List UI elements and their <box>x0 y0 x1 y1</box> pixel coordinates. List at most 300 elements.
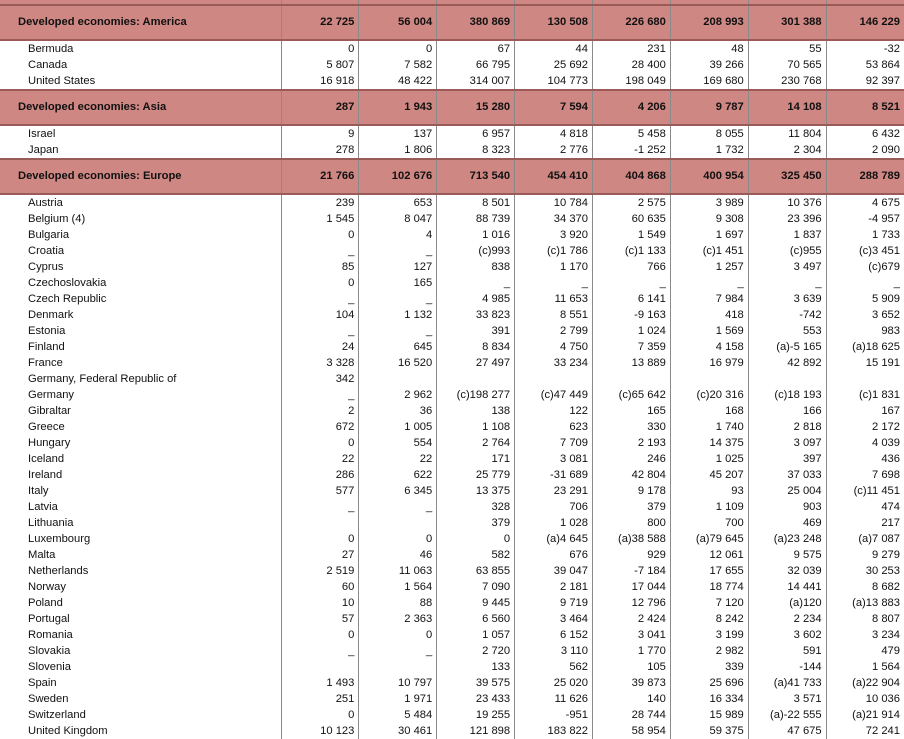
group-total-cell: 404 868 <box>593 159 671 194</box>
value-cell: 3 464 <box>515 611 593 627</box>
value-cell: 16 979 <box>670 355 748 371</box>
value-cell: 397 <box>748 451 826 467</box>
value-cell: _ <box>281 643 359 659</box>
country-name: Malta <box>0 547 281 563</box>
country-name: Czechoslovakia <box>0 275 281 291</box>
country-name: Denmark <box>0 307 281 323</box>
value-cell: 5 458 <box>593 125 671 142</box>
value-cell: 286 <box>281 467 359 483</box>
value-cell: 983 <box>881 325 900 337</box>
value-cell: (a)79 645 <box>670 531 748 547</box>
table-row <box>0 40 904 57</box>
value-cell: 653 <box>359 194 437 211</box>
value-cell: 10 <box>281 595 359 611</box>
value-cell: 33 234 <box>515 355 593 371</box>
country-name: Germany, Federal Republic of <box>0 371 281 387</box>
value-cell: _ <box>748 275 826 291</box>
value-cell: 9 279 <box>872 549 900 561</box>
value-cell <box>748 371 826 387</box>
table-row <box>0 467 904 483</box>
value-cell: 8 055 <box>670 125 748 142</box>
value-cell: 9 178 <box>593 483 671 499</box>
value-cell: 577 <box>281 483 359 499</box>
value-cell: -9 163 <box>593 307 671 323</box>
value-cell: 6 345 <box>359 483 437 499</box>
group-title: Developed economies: Asia <box>0 90 281 125</box>
country-name: France <box>0 355 281 371</box>
value-cell: (a)22 904 <box>852 677 900 689</box>
value-cell: -144 <box>748 659 826 675</box>
value-cell: 53 864 <box>865 59 900 71</box>
value-cell: 18 774 <box>670 579 748 595</box>
value-cell: 12 796 <box>593 595 671 611</box>
country-name: Israel <box>0 125 281 142</box>
value-cell: 72 241 <box>865 725 900 737</box>
value-cell: 342 <box>281 371 359 387</box>
value-cell: 217 <box>881 517 900 529</box>
value-cell: -4 957 <box>868 213 900 225</box>
value-cell: 0 <box>281 531 359 547</box>
value-cell: _ <box>359 499 437 515</box>
value-cell: 7 120 <box>670 595 748 611</box>
value-cell: 13 889 <box>593 355 671 371</box>
value-cell: (a)41 733 <box>748 675 826 691</box>
table-row <box>0 483 904 499</box>
value-cell: 3 989 <box>670 194 748 211</box>
country-name: United Kingdom <box>0 723 281 739</box>
value-cell: 16 918 <box>281 73 359 90</box>
value-cell: 14 375 <box>670 435 748 451</box>
value-cell: 47 675 <box>748 723 826 739</box>
country-name: Japan <box>0 142 281 159</box>
table-row <box>0 515 904 531</box>
country-name: Ireland <box>0 467 281 483</box>
value-cell: 1 024 <box>593 323 671 339</box>
value-cell: (a)21 914 <box>852 709 900 721</box>
value-cell: 48 422 <box>359 73 437 90</box>
value-cell: (c)47 449 <box>515 387 593 403</box>
value-cell: -1 252 <box>593 142 671 159</box>
value-cell: 2 181 <box>515 579 593 595</box>
group-total-cell: 380 869 <box>437 5 515 40</box>
value-cell: 3 571 <box>748 691 826 707</box>
value-cell: 800 <box>593 515 671 531</box>
value-cell: 1 005 <box>359 419 437 435</box>
country-name: Switzerland <box>0 707 281 723</box>
value-cell: 1 109 <box>670 499 748 515</box>
value-cell: 2 424 <box>593 611 671 627</box>
value-cell: 0 <box>281 40 359 57</box>
value-cell: 25 004 <box>748 483 826 499</box>
country-name: Portugal <box>0 611 281 627</box>
table-row <box>0 611 904 627</box>
value-cell: 2 193 <box>593 435 671 451</box>
value-cell: 140 <box>593 691 671 707</box>
table-row <box>0 125 904 142</box>
table-row <box>0 227 904 243</box>
country-name: Estonia <box>0 323 281 339</box>
table-row <box>0 291 904 307</box>
value-cell: -951 <box>515 707 593 723</box>
value-cell: 7 582 <box>359 57 437 73</box>
value-cell: 6 432 <box>872 128 900 140</box>
value-cell: (c)679 <box>868 261 900 273</box>
value-cell: 1 257 <box>670 259 748 275</box>
value-cell: 7 359 <box>593 339 671 355</box>
value-cell <box>826 371 904 387</box>
country-name: Bulgaria <box>0 227 281 243</box>
value-cell: 27 <box>281 547 359 563</box>
value-cell <box>359 515 437 531</box>
value-cell: 3 097 <box>748 435 826 451</box>
value-cell: 9 308 <box>670 211 748 227</box>
country-name: Slovakia <box>0 643 281 659</box>
value-cell: 1 806 <box>359 142 437 159</box>
value-cell: 591 <box>748 643 826 659</box>
value-cell: 562 <box>515 659 593 675</box>
value-cell <box>281 515 359 531</box>
value-cell: 8 242 <box>670 611 748 627</box>
value-cell: 2 764 <box>437 435 515 451</box>
group-total-cell: 56 004 <box>359 5 437 40</box>
value-cell: 127 <box>359 259 437 275</box>
value-cell: 2 <box>281 403 359 419</box>
value-cell: 48 <box>670 40 748 57</box>
table-row <box>0 659 904 675</box>
group-total-cell: 287 <box>281 90 359 125</box>
value-cell: 251 <box>281 691 359 707</box>
country-name: Sweden <box>0 691 281 707</box>
value-cell: _ <box>281 323 359 339</box>
value-cell: 1 732 <box>670 142 748 159</box>
value-cell: 17 655 <box>670 563 748 579</box>
group-total-cell: 14 108 <box>748 90 826 125</box>
value-cell: 0 <box>281 275 359 291</box>
value-cell: 246 <box>593 451 671 467</box>
table-row <box>0 275 904 291</box>
value-cell: 137 <box>359 125 437 142</box>
value-cell: 0 <box>281 435 359 451</box>
value-cell: 1 545 <box>281 211 359 227</box>
value-cell: 19 255 <box>437 707 515 723</box>
value-cell: 391 <box>437 323 515 339</box>
value-cell: 1 697 <box>670 227 748 243</box>
value-cell: 93 <box>670 483 748 499</box>
value-cell: 0 <box>359 531 437 547</box>
value-cell <box>359 371 437 387</box>
value-cell: 169 680 <box>670 73 748 90</box>
group-total-cell: 8 521 <box>826 90 904 125</box>
country-name: Netherlands <box>0 563 281 579</box>
group-header-row <box>0 90 904 125</box>
value-cell: 1 971 <box>359 691 437 707</box>
value-cell: 10 036 <box>865 693 900 705</box>
value-cell: 27 497 <box>437 355 515 371</box>
country-name: Italy <box>0 483 281 499</box>
group-total-cell: 301 388 <box>748 5 826 40</box>
value-cell: 328 <box>437 499 515 515</box>
value-cell: 25 779 <box>437 467 515 483</box>
group-total-cell: 9 787 <box>670 90 748 125</box>
value-cell: 1 170 <box>515 259 593 275</box>
value-cell: (c)11 451 <box>853 485 900 497</box>
table-row <box>0 675 904 691</box>
value-cell: 553 <box>748 323 826 339</box>
value-cell: 1 025 <box>670 451 748 467</box>
value-cell: 3 110 <box>515 643 593 659</box>
value-cell: 6 141 <box>593 291 671 307</box>
value-cell: 85 <box>281 259 359 275</box>
country-name: Poland <box>0 595 281 611</box>
value-cell: _ <box>670 275 748 291</box>
value-cell: 15 191 <box>865 357 900 369</box>
value-cell: _ <box>281 243 359 259</box>
table-row <box>0 547 904 563</box>
value-cell: _ <box>281 499 359 515</box>
country-name: Spain <box>0 675 281 691</box>
value-cell: 3 639 <box>748 291 826 307</box>
value-cell: 133 <box>437 659 515 675</box>
country-name: Bermuda <box>0 40 281 57</box>
value-cell: 9 575 <box>748 547 826 563</box>
value-cell: 30 253 <box>865 565 900 577</box>
value-cell: 28 744 <box>593 707 671 723</box>
group-total-cell: 288 789 <box>826 159 904 194</box>
value-cell: 67 <box>437 40 515 57</box>
value-cell: 2 720 <box>437 643 515 659</box>
value-cell: 7 709 <box>515 435 593 451</box>
value-cell: 5 484 <box>359 707 437 723</box>
table-row <box>0 627 904 643</box>
value-cell: 92 397 <box>865 75 900 87</box>
value-cell: 15 989 <box>670 707 748 723</box>
value-cell: (c)1 133 <box>593 243 671 259</box>
value-cell: 138 <box>437 403 515 419</box>
value-cell: 1 564 <box>872 661 900 673</box>
value-cell: 1 108 <box>437 419 515 435</box>
value-cell: 25 692 <box>515 57 593 73</box>
value-cell: 5 807 <box>281 57 359 73</box>
country-name: Croatia <box>0 243 281 259</box>
value-cell: 2 799 <box>515 323 593 339</box>
value-cell: 0 <box>359 40 437 57</box>
country-name: Hungary <box>0 435 281 451</box>
value-cell: 121 898 <box>437 723 515 739</box>
value-cell: 676 <box>515 547 593 563</box>
value-cell: 45 207 <box>670 467 748 483</box>
value-cell: 39 266 <box>670 57 748 73</box>
value-cell: 10 123 <box>281 723 359 739</box>
value-cell: -7 184 <box>593 563 671 579</box>
value-cell: 339 <box>670 659 748 675</box>
country-name: Iceland <box>0 451 281 467</box>
table-row <box>0 211 904 227</box>
value-cell: 3 234 <box>872 629 900 641</box>
value-cell: 88 739 <box>437 211 515 227</box>
value-cell: 46 <box>359 547 437 563</box>
value-cell: 2 363 <box>359 611 437 627</box>
value-cell: 3 041 <box>593 627 671 643</box>
value-cell: 3 081 <box>515 451 593 467</box>
value-cell: 0 <box>437 531 515 547</box>
value-cell <box>515 371 593 387</box>
value-cell: 418 <box>670 307 748 323</box>
table-row <box>0 579 904 595</box>
value-cell: 645 <box>359 339 437 355</box>
value-cell: (c)955 <box>748 243 826 259</box>
value-cell: _ <box>359 291 437 307</box>
table-row <box>0 435 904 451</box>
value-cell: -742 <box>748 307 826 323</box>
country-name: Slovenia <box>0 659 281 675</box>
table-row <box>0 451 904 467</box>
value-cell: 3 199 <box>670 627 748 643</box>
table-row <box>0 643 904 659</box>
value-cell: (c)20 316 <box>670 387 748 403</box>
country-name: Lithuania <box>0 515 281 531</box>
group-total-cell: 4 206 <box>593 90 671 125</box>
country-name: United States <box>0 73 281 90</box>
value-cell: 165 <box>359 275 437 291</box>
value-cell: _ <box>281 387 359 403</box>
country-name: Romania <box>0 627 281 643</box>
group-total-cell: 713 540 <box>437 159 515 194</box>
value-cell: _ <box>359 643 437 659</box>
country-name: Belgium (4) <box>0 211 281 227</box>
value-cell: 9 719 <box>515 595 593 611</box>
value-cell: 4 158 <box>670 339 748 355</box>
value-cell: 1 549 <box>593 227 671 243</box>
value-cell: 10 784 <box>515 194 593 211</box>
value-cell: 4 <box>359 227 437 243</box>
country-name: Germany <box>0 387 281 403</box>
value-cell: 42 892 <box>748 355 826 371</box>
value-cell: 11 804 <box>748 125 826 142</box>
value-cell: _ <box>359 323 437 339</box>
value-cell: _ <box>593 275 671 291</box>
value-cell: 122 <box>515 403 593 419</box>
value-cell: 9 445 <box>437 595 515 611</box>
value-cell: 63 855 <box>437 563 515 579</box>
value-cell: 23 433 <box>437 691 515 707</box>
value-cell: 16 520 <box>359 355 437 371</box>
value-cell: 903 <box>748 499 826 515</box>
group-total-cell: 1 943 <box>359 90 437 125</box>
value-cell: 33 823 <box>437 307 515 323</box>
value-cell: 59 375 <box>670 723 748 739</box>
value-cell: 4 750 <box>515 339 593 355</box>
group-total-cell: 146 229 <box>826 5 904 40</box>
value-cell: (c)993 <box>437 243 515 259</box>
value-cell: _ <box>281 291 359 307</box>
country-name: Gibraltar <box>0 403 281 419</box>
value-cell: 1 569 <box>670 323 748 339</box>
value-cell: 929 <box>593 547 671 563</box>
value-cell: 1 740 <box>670 419 748 435</box>
value-cell: (c)1 786 <box>515 243 593 259</box>
group-title: Developed economies: America <box>0 5 281 40</box>
value-cell: 1 733 <box>872 229 900 241</box>
value-cell: 1 132 <box>359 307 437 323</box>
value-cell: (c)198 277 <box>437 387 515 403</box>
value-cell: 88 <box>359 595 437 611</box>
table-row <box>0 142 904 159</box>
value-cell: 6 957 <box>437 125 515 142</box>
value-cell: (a)4 645 <box>515 531 593 547</box>
value-cell: _ <box>893 277 900 289</box>
value-cell: -31 689 <box>515 467 593 483</box>
value-cell: (a)-5 165 <box>748 339 826 355</box>
value-cell: 25 020 <box>515 675 593 691</box>
value-cell: 60 <box>281 579 359 595</box>
value-cell: 2 776 <box>515 142 593 159</box>
value-cell: (a)18 625 <box>852 341 900 353</box>
group-title: Developed economies: Europe <box>0 159 281 194</box>
value-cell: 8 551 <box>515 307 593 323</box>
value-cell: 623 <box>515 419 593 435</box>
value-cell: 104 <box>281 307 359 323</box>
value-cell: 198 049 <box>593 73 671 90</box>
value-cell: 838 <box>437 259 515 275</box>
value-cell: 2 090 <box>872 144 900 156</box>
value-cell: 706 <box>515 499 593 515</box>
value-cell: 23 291 <box>515 483 593 499</box>
value-cell: 379 <box>437 515 515 531</box>
value-cell: 700 <box>670 515 748 531</box>
value-cell: 39 047 <box>515 563 593 579</box>
value-cell: 24 <box>281 339 359 355</box>
value-cell: 2 234 <box>748 611 826 627</box>
value-cell: 1 837 <box>748 227 826 243</box>
value-cell: 0 <box>281 227 359 243</box>
group-total-cell: 226 680 <box>593 5 671 40</box>
value-cell: 1 016 <box>437 227 515 243</box>
value-cell: -32 <box>883 43 900 55</box>
value-cell: 2 172 <box>872 421 900 433</box>
value-cell: 168 <box>670 403 748 419</box>
table-row <box>0 355 904 371</box>
value-cell: (a)38 588 <box>593 531 671 547</box>
value-cell: 436 <box>881 453 900 465</box>
value-cell: 3 497 <box>748 259 826 275</box>
value-cell: 23 396 <box>748 211 826 227</box>
value-cell: 17 044 <box>593 579 671 595</box>
table-row <box>0 259 904 275</box>
value-cell: 2 304 <box>748 142 826 159</box>
value-cell: 11 626 <box>515 691 593 707</box>
table-row <box>0 339 904 355</box>
country-name: Cyprus <box>0 259 281 275</box>
value-cell: (a)23 248 <box>748 531 826 547</box>
value-cell: (c)1 831 <box>858 389 900 401</box>
value-cell <box>359 659 437 675</box>
value-cell: 582 <box>437 547 515 563</box>
value-cell: 10 797 <box>359 675 437 691</box>
value-cell: 0 <box>359 627 437 643</box>
value-cell: 230 768 <box>748 73 826 90</box>
value-cell: 672 <box>281 419 359 435</box>
value-cell: 42 804 <box>593 467 671 483</box>
value-cell: (a)-22 555 <box>748 707 826 723</box>
value-cell: 37 033 <box>748 467 826 483</box>
value-cell: 30 461 <box>359 723 437 739</box>
value-cell: 1 493 <box>281 675 359 691</box>
value-cell <box>670 371 748 387</box>
value-cell: 105 <box>593 659 671 675</box>
value-cell: 13 375 <box>437 483 515 499</box>
country-name: Canada <box>0 57 281 73</box>
value-cell: (c)65 642 <box>593 387 671 403</box>
